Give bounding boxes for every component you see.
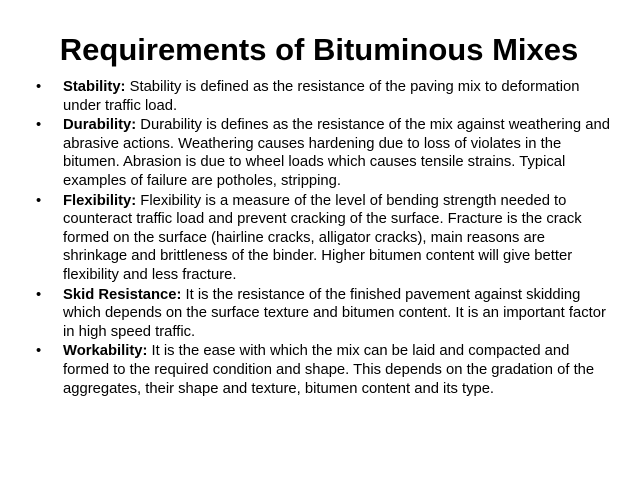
term-description: It is the ease with which the mix can be laid and compacted and formed to the required condition and shape. This depends on the gradation of the aggregates, their shape and texture, bitumen content and its type. xyxy=(63,343,595,397)
term-label: Stability: xyxy=(63,79,126,95)
term-description: Stability is defined as the resistance of the paving mix to deformation under traffic load. xyxy=(63,79,580,114)
bullet-icon: • xyxy=(36,343,42,360)
term-label: Workability: xyxy=(63,343,148,360)
slide-title: Requirements of Bituminous Mixes xyxy=(59,32,579,67)
term-label: Flexibility: xyxy=(63,192,137,209)
term-description: Durability is defines as the resistance of the mix against weathering and abrasive actions. Weathering causes hardening due to loss of violates in the bitumen. Abrasion is due to wheel loads which causes tensile strains. Typical examples of failure are potholes, stripping. xyxy=(63,117,610,189)
term-description: Flexibility is a measure of the level of bending strength needed to counteract traffic load and prevent cracking of the surface. Fracture is the crack formed on the surface (hairline cracks, alligator cracks), main reasons are shrinkage and brittleness of the binder. Higher bitumen content will give better flexibility and less fracture. xyxy=(63,192,582,283)
bullet-list xyxy=(36,78,611,399)
bullet-icon: • xyxy=(36,117,42,134)
term-label: Durability: xyxy=(63,117,137,134)
term-label: Skid Resistance: xyxy=(63,286,182,303)
bullet-item-stability xyxy=(36,78,611,115)
bullet-icon: • xyxy=(36,79,42,95)
bullet-item-workability xyxy=(36,342,611,398)
term-description: It is the resistance of the finished pavement against skidding which depends on the surface texture and bitumen content. It is an important factor in high speed traffic. xyxy=(63,286,606,340)
bullet-item-durability xyxy=(36,116,611,190)
bullet-item-skid-resistance xyxy=(36,286,611,342)
bullet-item-flexibility xyxy=(36,192,611,285)
bullet-icon: • xyxy=(36,192,42,209)
bullet-icon: • xyxy=(36,286,42,303)
